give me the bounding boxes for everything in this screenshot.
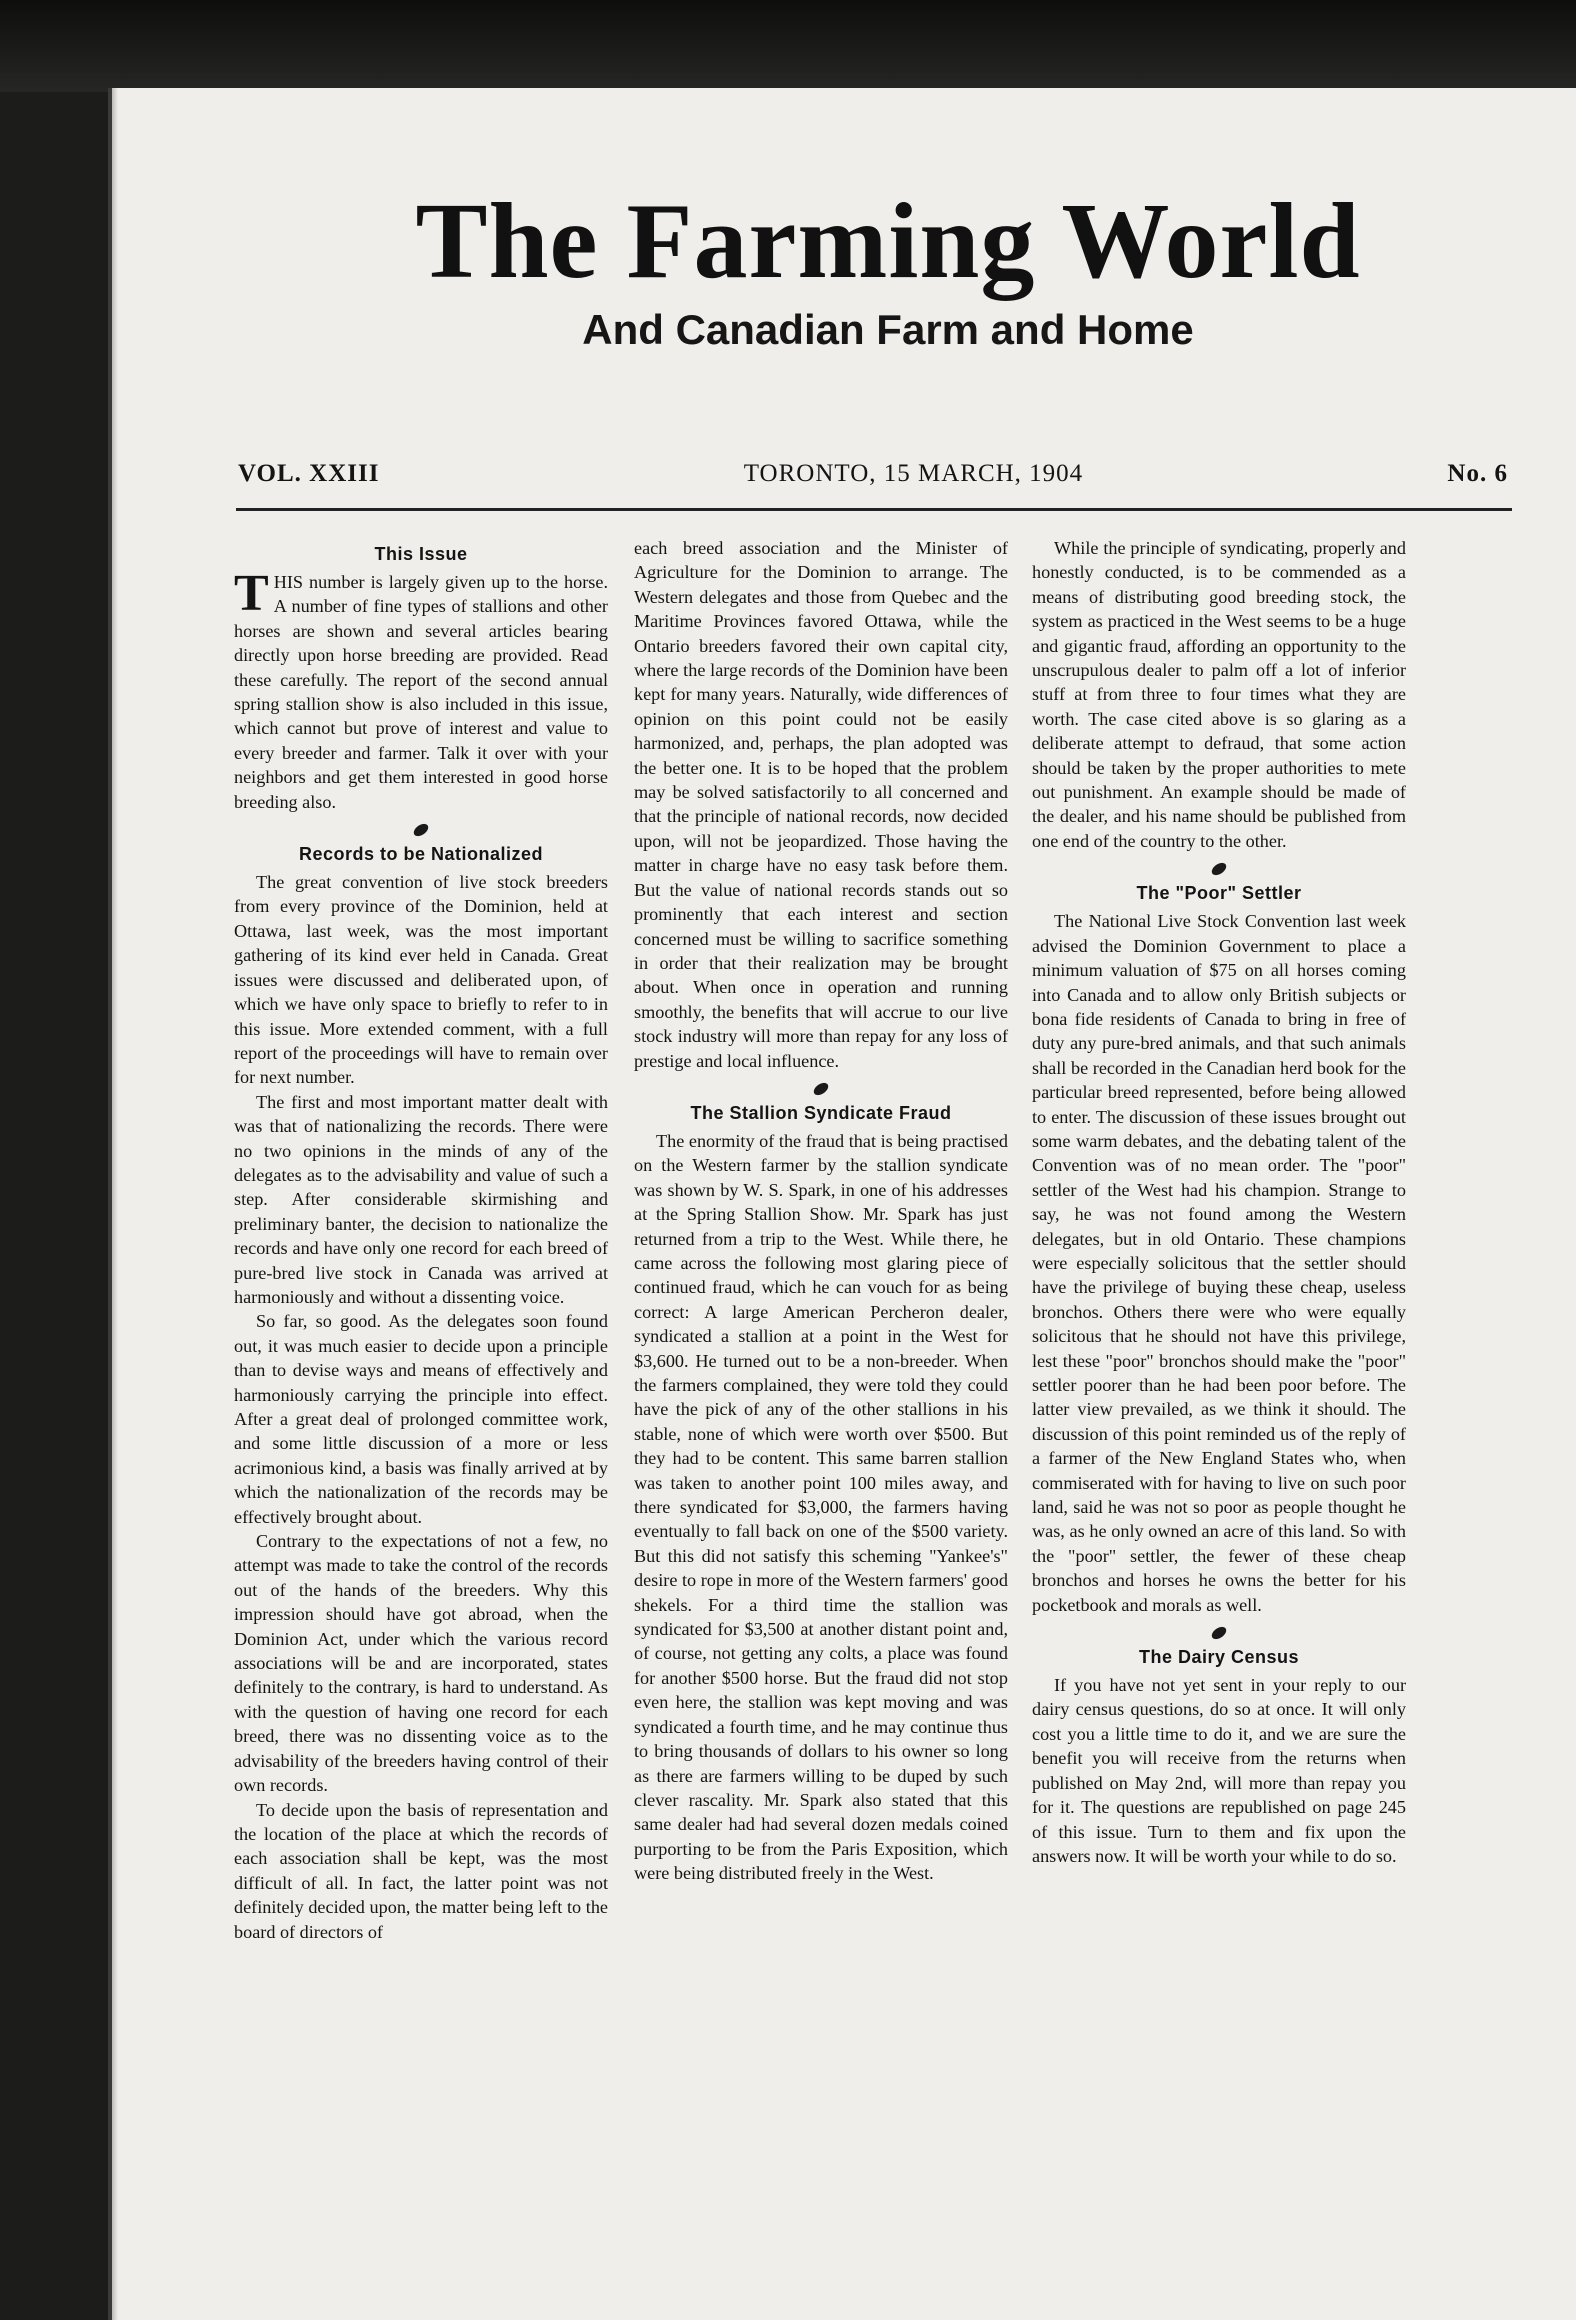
stallion-fraud-paragraph-1: The enormity of the fraud that is being practised on the Western farmer by the stallion syndicate was shown by W. S. Spark, in one of his addresses at the Spring Stallion Show. Mr. Spark has just returned from a trip to the West. While there, he came across the following most glaring piece of continued fraud, which he can vouch for as being correct: A large American Percheron dealer, syndicated a stallion at a point in the West for $3,600. He turned out to be a non-breeder. When the farmers complained, they were told they could have the pick of any of the other stallions in his stable, none of which were worth over $500. But they had to be content. This same barren stallion was taken to another point 100 miles away, and there syndicated for $3,000, the farmers having eventually to fall back on one of the $500 variety. But this did not satisfy this scheming "Yankee's" desire to rope in more of the Western farmers' good shekels. For a third time the stallion was syndicated for $3,500 at another distant point and, of course, not getting any colts, a place was found for another $500 horse. But the fraud did not stop even here, the stallion was kept moving and was syndicated a fourth time, and he may continue thus to bring thousands of dollars to his owner so long as there are farmers willing to be duped by such clever rascality. Mr. Spark also stated that this same dealer had had several dozen medals coined purporting to be from the Paris Exposition, which were being distributed freely in the West.	[634, 1130, 1008, 1884]
records-paragraph-2: The first and most important matter dealt with was that of nationalizing the records. There were no two opinions in the minds of any of the delegates as to the advisability and value of such a step. After considerable skirmishing and preliminary banter, the decision to nationalize the records and have only one record for each breed of pure-bred live stock in Canada was arrived at harmoniously and without a dissenting voice.	[234, 1091, 608, 1307]
heading-dairy-census: The Dairy Census	[1138, 1647, 1300, 1668]
records-paragraph-3: So far, so good. As the delegates soon found out, it was much easier to decide upon a principle than to devise ways and means of effectively and harmoniously carrying the principle into effect. After a great deal of prolonged committee work, and some little discussion of a more or less acrimonious kind, a basis was finally arrived at by which the nationalization of the records may be effectively brought about.	[234, 1311, 608, 1527]
column-1	[234, 536, 608, 1944]
header-rule	[236, 508, 1512, 511]
this-issue-text: HIS number is largely given up to the horse. A number of fine types of stallions and other horses are shown and several articles bearing directly upon horse breeding are provided. Read these carefully. The report of the second annual spring stallion show is also included in this issue, which cannot but prove of interest and value to every breeder and farmer. Talk it over with your neighbors and get them interested in good horse breeding also.	[234, 572, 608, 812]
leaf-ornament-icon	[1032, 861, 1406, 875]
scan-border	[0, 0, 1576, 92]
dairy-census-paragraph: If you have not yet sent in your reply to our dairy census questions, do so at once. It will only cost you a little time to do it, and we are sure the benefit you will receive from the returns when published on May 2nd, will more than repay you for it. The questions are republished on page 245 of this issue. Turn to them and fix upon the answers now. It will be worth your while to do so.	[1032, 1675, 1406, 1866]
this-issue-paragraph	[234, 565, 608, 814]
issue-line	[238, 460, 1508, 488]
publication-title: The Farming World	[415, 182, 1361, 301]
newspaper-page	[108, 88, 1576, 2320]
issue-number: No. 6	[1447, 460, 1508, 487]
publication-subtitle: And Canadian Farm and Home	[582, 306, 1194, 353]
heading-this-issue: This Issue	[374, 544, 468, 564]
drop-cap: T	[234, 565, 269, 622]
heading-records: Records to be Nationalized	[298, 844, 544, 865]
stallion-fraud-paragraph-2: While the principle of syndicating, properly and honestly conducted, is to be commended as a means of distributing good breeding stock, the system as practiced in the West seems to be a huge and gigantic fraud, affording an opportunity to the unscrupulous dealer to palm off a lot of inferior stuff at from three to four times what they are worth. The case cited above is so glaring as a deliberate attempt to defraud, that some action should be taken by the proper authorities to mete out punishment. An example should be made of the dealer, and his name should be published from one end of the country to the other.	[1032, 538, 1406, 851]
records-paragraph-6: each breed association and the Minister of Agriculture for the Dominion to arrange. The Western delegates and those from Quebec and the Maritime Provinces favored Ottawa, while the Ontario breeders favored their own capital city, where the large records of the Dominion have been kept for many years. Naturally, wide differences of opinion on this point could not be easily harmonized, and, perhaps, the plan adopted was the better one. It is to be hoped that the problem may be solved satisfactorily to all concerned and that the principle of national records, now decided upon, will not be jeopardized. Those having the matter in charge have no easy task before them. But the value of national records stands out so prominently that each interest and section concerned must be willing to sacrifice something in order that their realization may be brought about. When once in operation and running smoothly, the benefits that will accrue to our live stock industry will more than repay for any loss of prestige and local influence.	[634, 538, 1008, 1071]
leaf-ornament-icon	[1032, 1625, 1406, 1639]
leaf-ornament-icon	[634, 1081, 1008, 1095]
records-paragraph-5: To decide upon the basis of representation and the location of the place at which the records of each association shall be kept, was the most difficult of all. In fact, the latter point was not definitely decided upon, the matter being left to the board of directors of	[234, 1799, 608, 1942]
page-gutter	[108, 88, 112, 2320]
column-2	[634, 536, 1008, 1886]
heading-stallion-fraud: The Stallion Syndicate Fraud	[690, 1102, 952, 1123]
records-paragraph-4: Contrary to the expectations of not a few, no attempt was made to take the control of the records out of the hands of the breeders. Why this impression should have got abroad, when the Dominion Act, under which the various record associations will be and are incorporated, states definitely to the contrary, is hard to understand. As with the question of having one record for each breed, there was no dissenting voice as to the advisability of the breeders having control of their own records.	[234, 1531, 608, 1796]
masthead	[238, 182, 1538, 354]
records-paragraph-1: The great convention of live stock breeders from every province of the Dominion, held at Ottawa, last week, was the most important gathering of its kind ever held in Canada. Great issues were discussed and deliberated upon, of which we have only space to briefly to refer to in this issue. More extended comment, with a full report of the proceedings will have to remain over for next number.	[234, 872, 608, 1088]
leaf-ornament-icon	[234, 822, 608, 836]
poor-settler-paragraph: The National Live Stock Convention last week advised the Dominion Government to place a minimum valuation of $75 on all horses coming into Canada and to allow only British subjects or bona fide residents of Canada to bring in free of duty any pure-bred animals, and that such animals shall be recorded in the Canadian herd book for the particular breed represented, before being allowed to enter. The discussion of these issues brought out some warm debates, and the debating talent of the Convention was of no mean order. The "poor" settler of the West had his champion. Strange to say, he was not found among the Western delegates, but in old Ontario. These champions were especially solicitous that the settler should have the privilege of buying these cheap, useless bronchos. Others there were who were equally solicitous that he should not have this privilege, lest these "poor" bronchos should make the "poor" settler poorer than he had been poor before. The latter view prevailed, as we think it should. The discussion of this point reminded us of the reply of a farmer of the New England States who, when commiserated with for having to live on such poor land, said he was not so poor as people thought he was, as he only owned an acre of this land. So with the "poor" settler, the fewer of these cheap bronchos and horses he owns the better for his pocketbook and morals as well.	[1032, 911, 1406, 1615]
dateline: TORONTO, 15 MARCH, 1904	[743, 460, 1084, 487]
volume-label: VOL. XXIII	[238, 460, 380, 487]
heading-poor-settler: The "Poor" Settler	[1136, 883, 1302, 904]
column-3	[1032, 536, 1406, 1868]
